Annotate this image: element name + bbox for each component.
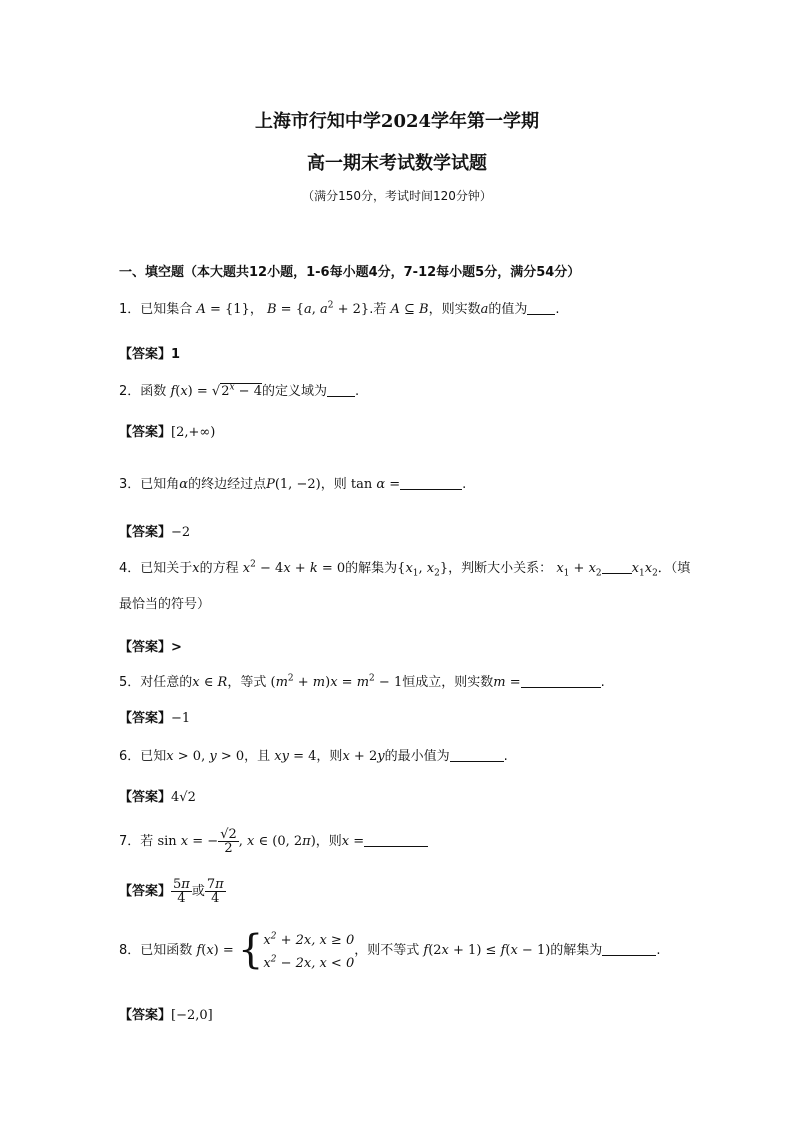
- exam-subtitle-title: 高一期末考试数学试题: [307, 153, 487, 174]
- answer-blank: [400, 475, 462, 490]
- question-4-cont: 最恰当的符号）: [119, 597, 211, 612]
- question-5: 5．对任意的x ∈ R，等式 $(m^2 + m)x = m^2 - 1$恒成立，则实数m = .: [119, 673, 605, 690]
- answer-blank: [450, 747, 504, 762]
- answer-4: 【答案】>: [119, 640, 182, 655]
- exam-title: 上海市行知中学2024学年第一学期: [254, 111, 540, 132]
- answer-blank: [527, 300, 555, 315]
- section-heading: 一、填空题（本大题共12小题，1-6每小题4分，7-12每小题5分，满分54分）: [119, 265, 581, 280]
- answer-blank: [602, 941, 656, 956]
- answer-8: 【答案】[−2,0]: [119, 1008, 213, 1023]
- answer-2: 【答案】[2,+∞): [119, 425, 216, 440]
- answer-5: 【答案】−1: [119, 711, 191, 726]
- question-3: 3．已知角α的终边经过点P(1, −2)，则 tan α = .: [119, 477, 467, 492]
- question-2: 2．函数 $f(x) = √2^x - 4$的定义域为 .: [119, 382, 360, 399]
- question-8: 8．已知函数 $f(x) = \{x^2 + 2x$, x ≥ 0 $x^2 - 2x$, x < 0，则不等式 f(2x + 1) ≤ f(x − 1)的解集为 .: [119, 927, 661, 974]
- answer-1: 【答案】1: [119, 347, 181, 362]
- exam-info: （满分150分，考试时间120分钟）: [302, 189, 492, 203]
- answer-blank: [327, 382, 355, 397]
- answer-blank: [364, 832, 428, 847]
- answer-7: 【答案】 $\frac{5\pi}{4}$ 或 $\frac{7\pi}{4}$: [119, 877, 224, 906]
- question-6: 6．已知x > 0, y > 0，且 xy = 4，则x + 2y的最小值为 .: [119, 749, 508, 764]
- question-4: 4．已知关于x的方程 $x^2 - 4x + k = 0$的解集为{$x_1$, $x_2$}，判断大小关系： $x_1 + x_2$ $x_1x_2$．（填: [119, 559, 691, 579]
- answer-3: 【答案】−2: [119, 525, 191, 540]
- question-7: 7．若 sin x = − $\frac{√2}{2}$ , x ∈ (0, 2π)，则x =: [119, 828, 428, 855]
- question-1: 1．已知集合 A = {1}， B = {a, $a^2 + 2$}.若 A ⊆ B，则实数a的值为 .: [119, 300, 560, 317]
- answer-blank: [602, 559, 632, 574]
- answer-blank: [521, 673, 601, 688]
- answer-6: 【答案】4√2: [119, 790, 196, 805]
